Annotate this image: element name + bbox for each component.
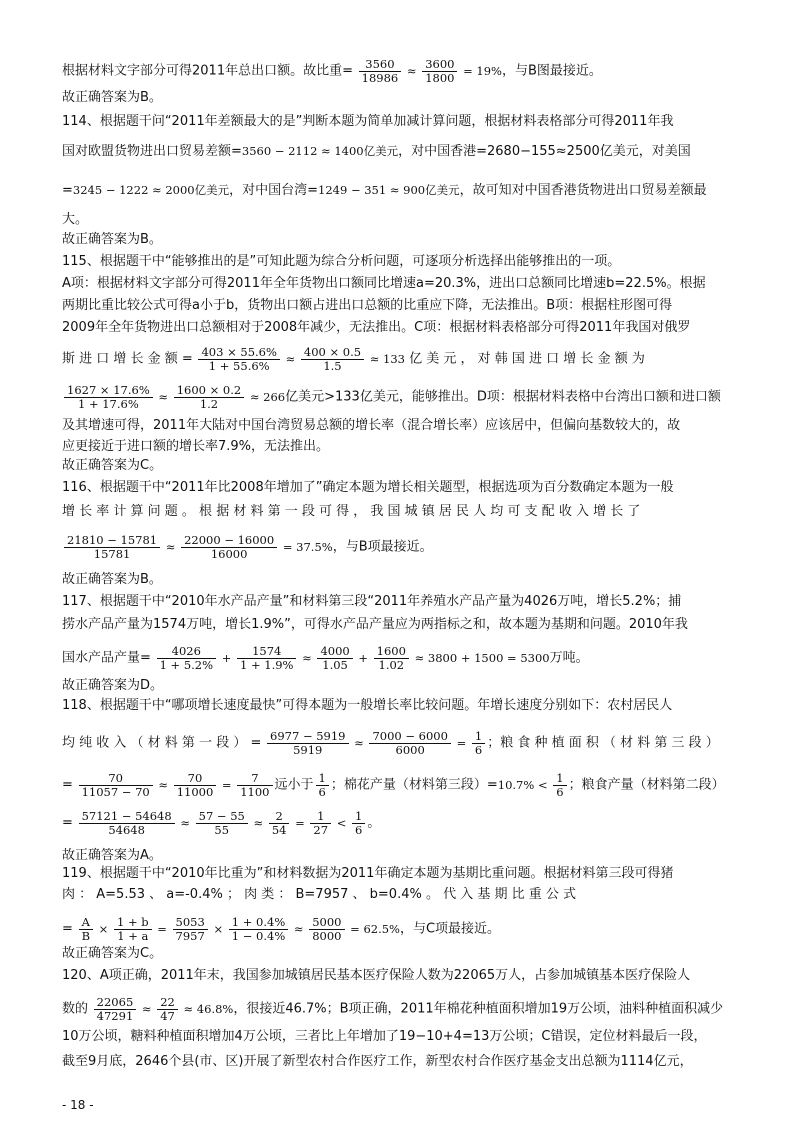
question-116: 116、根据题干中“2011年比2008年增加了”确定本题为增长相关题型，根据选项为百分数确定本题为一般 <box>62 480 674 495</box>
fraction-numerator: 3600 <box>422 58 457 72</box>
text-line: = $\frac{57121 - 54648}{54648}$ ≈ $\frac{57 - 55}{55}$ ≈ $\frac{2}{54}$ = $\frac{1}{27}$ < $\frac{1}{6}$ 。 <box>62 809 381 837</box>
fraction-denominator: 11000 <box>176 785 214 799</box>
fraction-numerator: 1627 × 17.6% <box>64 384 153 398</box>
fraction <box>181 534 277 561</box>
fraction <box>422 58 457 85</box>
fraction-denominator: 1.2 <box>199 397 219 411</box>
fraction-numerator: 22 <box>157 996 178 1010</box>
math-expression: 1249 − 351 ≈ 900亿美元 <box>318 183 460 197</box>
fraction-numerator: 400 × 0.5 <box>301 346 364 360</box>
fraction-numerator: 57121 − 54648 <box>79 810 175 824</box>
fraction-denominator: 1.05 <box>322 658 348 672</box>
fraction-denominator: 55 <box>214 823 230 837</box>
fraction-numerator: 2 <box>269 810 290 824</box>
math-expression: $\frac{403 \times 55.6\%}{1 + 55.6\%}$ ≈ $\frac{400 \times 0.5}{1.5}$ ≈ 133 <box>193 352 405 366</box>
math-expression: $\frac{A}{B}$ × $\frac{1 + b}{1 + a}$ = $\frac{5053}{7957}$ × $\frac{1 + 0.4\%}{1 - 0.4\%}$ ≈ $\frac{5000}{8000}$ = 62.5% <box>73 922 400 936</box>
text-line: 增 长 率 计 算 问 题 。 根 据 材 料 第 一 段 可 得 ， 我 国 城 镇 居 民 人 均 可 支 配 收 入 增 长 了 <box>62 504 641 519</box>
fraction <box>198 346 279 373</box>
fraction-denominator: 6 <box>556 785 564 799</box>
fraction-denominator: 1800 <box>425 71 455 85</box>
fraction <box>553 772 566 799</box>
fraction-denominator: 54 <box>271 823 287 837</box>
text-line: = $\frac{A}{B}$ × $\frac{1 + b}{1 + a}$ = $\frac{5053}{7957}$ × $\frac{1 + 0.4\%}{1 - 0.4\%}$ ≈ $\frac{5000}{8000}$ = 62.5%，与C项最接近。 <box>62 915 501 943</box>
fraction-denominator: 1100 <box>240 785 270 799</box>
question-120: 120、A项正确，2011年末，我国参加城镇居民基本医疗保险人数为22065万人，占参加城镇基本医疗保险人 <box>62 968 691 983</box>
text-line: 两期比重比较公式可得a小于b，货物出口额占进出口总额的比重应下降，无法推出。B项：根据柱形图可得 <box>62 298 673 313</box>
fraction-denominator: 1.02 <box>378 658 405 672</box>
page-number: - 18 - <box>62 1098 94 1112</box>
fraction-denominator: 54648 <box>108 823 145 837</box>
fraction <box>173 916 208 943</box>
question-115: 115、根据题干中“能够推出的是”可知此题为综合分析问题，可逐项分析选择出能够推出的一项。 <box>62 254 621 269</box>
fraction-denominator: 1 + 55.6% <box>208 359 270 373</box>
math-expression: $\frac{4026}{1 + 5.2\%}$ + $\frac{1574}{1 + 1.9\%}$ ≈ $\frac{4000}{1.05}$ + $\frac{1600}{1.02}$ ≈ 3800 + 1500 = 5300 <box>151 651 550 665</box>
fraction-numerator: 21810 − 15781 <box>64 534 160 548</box>
fraction-numerator: 1 <box>310 810 331 824</box>
math-expression: $\frac{6977 - 5919}{5919}$ ≈ $\frac{7000 - 6000}{6000}$ = $\frac{1}{6}$ <box>261 736 487 750</box>
answer-line: 故正确答案为B。 <box>62 572 162 587</box>
text-line: =3245 − 1222 ≈ 2000亿美元，对中国台湾=1249 − 351 ≈ 900亿美元，故可知对中国香港货物进出口贸易差额最 <box>62 183 707 198</box>
math-expression: 3245 − 1222 ≈ 2000亿美元 <box>72 183 230 197</box>
fraction <box>94 996 137 1023</box>
fraction <box>229 916 288 943</box>
fraction <box>267 730 348 757</box>
fraction-denominator: 8000 <box>312 929 342 943</box>
fraction-numerator: 1574 <box>237 645 296 659</box>
text-line: $\frac{1627 \times 17.6\%}{1 + 17.6\%}$ ≈ $\frac{1600 \times 0.2}{1.2}$ ≈ 266亿美元>133亿美元，能够推出。D项：根据材料表格中台湾出口额和进口额 <box>62 384 742 411</box>
text-line: 均 纯 收 入 （ 材 料 第 一 段 ） = $\frac{6977 - 5919}{5919}$ ≈ $\frac{7000 - 6000}{6000}$ = $\frac{1}{6}$ ；粮 食 种 植 面 积 （ 材 料 第 三 段 ） <box>62 729 719 757</box>
text-line: 捞水产品产量为1574万吨，增长1.9%”，可得水产品产量应为两指标之和，故本题为基期和问题。2010年我 <box>62 617 688 632</box>
fraction-denominator: 27 <box>313 823 329 837</box>
fraction <box>79 810 175 837</box>
fraction <box>79 916 93 943</box>
fraction-numerator: 5000 <box>309 916 344 930</box>
fraction <box>79 772 153 799</box>
fraction <box>352 810 365 837</box>
text-line: 根据材料文字部分可得2011年总出口额。故比重= $\frac{3560}{18986}$ ≈ $\frac{3600}{1800}$ = 19%，与B图最接近。 <box>62 57 602 85</box>
fraction-denominator: 6 <box>474 743 483 757</box>
text-line: 肉 ： A=5.53 、 a=-0.4% ； 肉 类 ： B=7957 、 b=0.4% 。 代 入 基 期 比 重 公 式 <box>62 887 577 902</box>
fraction <box>374 645 409 672</box>
answer-line: 故正确答案为B。 <box>62 90 162 105</box>
fraction <box>64 384 153 411</box>
fraction-numerator: 22000 − 16000 <box>181 534 277 548</box>
fraction-denominator: 6 <box>355 823 363 837</box>
fraction-numerator: 22065 <box>94 996 137 1010</box>
math-expression: $\frac{57121 - 54648}{54648}$ ≈ $\frac{57 - 55}{55}$ ≈ $\frac{2}{54}$ = $\frac{1}{27}$ < $\frac{1}{6}$ <box>73 816 367 830</box>
fraction-denominator: 47 <box>160 1009 175 1023</box>
text-line: 数的 $\frac{22065}{47291}$ ≈ $\frac{22}{47}$ ≈ 46.8%，很接近46.7%；B项正确，2011年棉花种植面积增加19万公顷，油料种植面积减少 <box>62 995 724 1023</box>
fraction-denominator: 1 + 1.9% <box>240 658 294 672</box>
fraction-numerator: 4000 <box>317 645 352 659</box>
fraction-numerator: 4026 <box>157 645 216 659</box>
text-line: 大。 <box>62 212 89 227</box>
fraction-numerator: 1 <box>472 730 485 744</box>
answer-line: 故正确答案为C。 <box>62 458 163 473</box>
text-line: $\frac{21810 - 15781}{15781}$ ≈ $\frac{22000 - 16000}{16000}$ = 37.5%，与B项最接近。 <box>62 534 742 561</box>
fraction-numerator: 1 <box>553 772 566 786</box>
text-line: 应更接近于进口额的增长率7.9%，无法推出。 <box>62 439 330 454</box>
math-expression: $\frac{70}{11057 - 70}$ ≈ $\frac{70}{11000}$ = $\frac{7}{1100}$ <box>73 778 275 792</box>
text-line: 2009年全年货物进出口总额相对于2008年减少，无法推出。C项：根据材料表格部分可得2011年我国对俄罗 <box>62 320 691 335</box>
fraction-denominator: 6 <box>318 785 326 799</box>
fraction-denominator: 18986 <box>361 71 399 85</box>
math-expression: $\frac{21810 - 15781}{15781}$ ≈ $\frac{22000 - 16000}{16000}$ = 37.5% <box>62 540 333 554</box>
fraction <box>114 916 152 943</box>
fraction <box>157 645 216 672</box>
answer-line: 故正确答案为B。 <box>62 232 162 247</box>
fraction-numerator: 70 <box>79 772 153 786</box>
math-expression: 3560 − 2112 ≈ 1400亿美元 <box>241 144 399 158</box>
fraction-numerator: 5053 <box>173 916 208 930</box>
fraction <box>237 772 272 799</box>
math-expression: $\frac{22065}{47291}$ ≈ $\frac{22}{47}$ ≈ 46.8% <box>88 1002 233 1016</box>
fraction <box>369 730 450 757</box>
fraction-denominator: 11057 − 70 <box>81 785 150 799</box>
fraction-denominator: 1 + a <box>117 929 149 943</box>
question-117: 117、根据题干中“2010年水产品产量”和材料第三段“2011年养殖水产品产量为4026万吨，增长5.2%；捕 <box>62 594 682 609</box>
fraction-denominator: B <box>81 929 91 943</box>
text-line: = $\frac{70}{11057 - 70}$ ≈ $\frac{70}{11000}$ = $\frac{7}{1100}$ 远小于 $\frac{1}{6}$ ；棉花产量（材料第三段）=10.7% < $\frac{1}{6}$ ；粮食产量（材料第二段） <box>62 771 725 799</box>
fraction-denominator: 7957 <box>175 929 205 943</box>
fraction <box>472 730 485 757</box>
fraction-numerator: 70 <box>174 772 217 786</box>
fraction-numerator: 1 + b <box>114 916 152 930</box>
text-line: 国对欧盟货物进出口贸易差额=3560 − 2112 ≈ 1400亿美元，对中国香港=2680−155≈2500亿美元，对美国 <box>62 144 691 159</box>
fraction-numerator: 6977 − 5919 <box>267 730 348 744</box>
answer-line: 故正确答案为D。 <box>62 678 164 693</box>
answer-line: 故正确答案为C。 <box>62 946 163 961</box>
text-line: 斯 进 口 增 长 金 额 = $\frac{403 \times 55.6\%}{1 + 55.6\%}$ ≈ $\frac{400 \times 0.5}{1.5}$ ≈ 133 亿 美 元 ， 对 韩 国 进 口 增 长 金 额 为 <box>62 345 645 373</box>
fraction <box>310 810 331 837</box>
fraction <box>237 645 296 672</box>
fraction-numerator: 1 <box>316 772 329 786</box>
question-119: 119、根据题干中“2010年比重为”和材料数据为2011年确定本题为基期比重问题。根据材料第三段可得猪 <box>62 866 674 881</box>
fraction <box>196 810 248 837</box>
fraction-numerator: 1 <box>352 810 365 824</box>
answer-line: 故正确答案为A。 <box>62 848 162 863</box>
question-114: 114、根据题干问“2011年差额最大的是”判断本题为简单加减计算问题，根据材料表格部分可得2011年我 <box>62 114 674 129</box>
question-118: 118、根据题干中“哪项增长速度最快”可得本题为一般增长率比较问题。年增长速度分别如下：农村居民人 <box>62 698 673 713</box>
fraction <box>359 58 402 85</box>
fraction-numerator: 7 <box>237 772 272 786</box>
fraction-denominator: 1 + 5.2% <box>159 658 214 672</box>
fraction-numerator: 403 × 55.6% <box>198 346 279 360</box>
fraction-denominator: 6000 <box>395 743 425 757</box>
fraction <box>309 916 344 943</box>
fraction-denominator: 5919 <box>293 743 323 757</box>
fraction-denominator: 47291 <box>96 1009 134 1023</box>
fraction-denominator: 15781 <box>93 547 131 561</box>
fraction <box>316 772 329 799</box>
text-line: 及其增速可得，2011年大陆对中国台湾贸易总额的增长率（混合增长率）应该居中，但偏向基数较大的，故 <box>62 418 681 433</box>
math-expression <box>314 771 331 799</box>
fraction-denominator: 1 + 17.6% <box>77 397 139 411</box>
fraction-denominator: 1.5 <box>323 359 342 373</box>
fraction-numerator: A <box>79 916 93 930</box>
fraction-numerator: 1600 × 0.2 <box>174 384 245 398</box>
text-line: 10万公顷，糖料种植面积增加4万公顷，三者比上年增加了19−10+4=13万公顷；C错误，定位材料最后一段， <box>62 1029 707 1044</box>
fraction-denominator: 16000 <box>210 547 248 561</box>
text-line: A项：根据材料文字部分可得2011年全年货物出口额同比增速a=20.3%，进出口总额同比增速b=22.5%。根据 <box>62 276 706 291</box>
fraction-numerator: 7000 − 6000 <box>369 730 450 744</box>
fraction <box>174 772 217 799</box>
fraction <box>64 534 160 561</box>
fraction <box>317 645 352 672</box>
fraction <box>157 996 178 1023</box>
fraction-numerator: 57 − 55 <box>196 810 248 824</box>
fraction <box>301 346 364 373</box>
math-expression: 10.7% < $\frac{1}{6}$ <box>498 778 569 792</box>
fraction-numerator: 1 + 0.4% <box>229 916 288 930</box>
fraction <box>174 384 245 411</box>
fraction-numerator: 1600 <box>374 645 409 659</box>
fraction-denominator: 1 − 0.4% <box>231 929 286 943</box>
text-line: 截至9月底，2646个县(市、区)开展了新型农村合作医疗工作，新型农村合作医疗基金支出总额为1114亿元， <box>62 1054 693 1069</box>
fraction <box>269 810 290 837</box>
math-expression: $\frac{1627 \times 17.6\%}{1 + 17.6\%}$ ≈ $\frac{1600 \times 0.2}{1.2}$ ≈ 266 <box>62 390 285 404</box>
math-expression: $\frac{3560}{18986}$ ≈ $\frac{3600}{1800}$ = 19% <box>353 64 502 78</box>
fraction-numerator: 3560 <box>359 58 402 72</box>
text-line: 国水产品产量= $\frac{4026}{1 + 5.2\%}$ + $\frac{1574}{1 + 1.9\%}$ ≈ $\frac{4000}{1.05}$ + $\frac{1600}{1.02}$ ≈ 3800 + 1500 = 5300万吨。 <box>62 644 589 672</box>
